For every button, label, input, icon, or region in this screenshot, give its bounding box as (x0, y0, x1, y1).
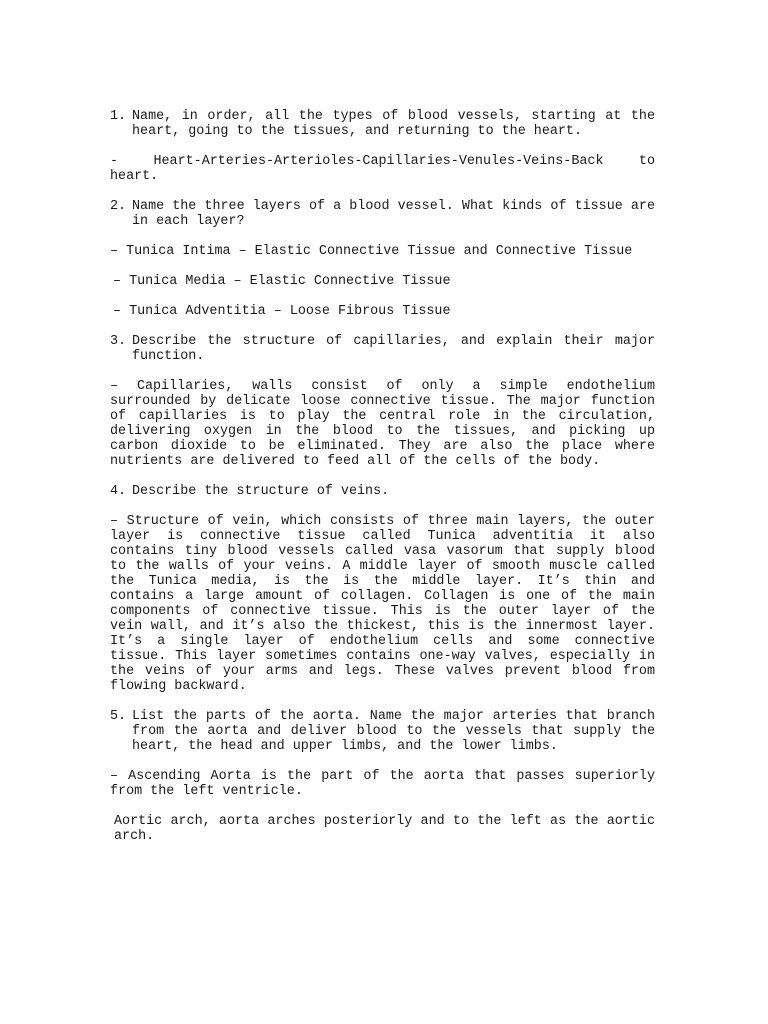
question-number: 1. (110, 109, 127, 124)
question-3 (110, 334, 655, 364)
question-number: 5. (110, 709, 127, 724)
question-2 (110, 199, 655, 229)
answer-2-tunica-intima: – Tunica Intima – Elastic Connective Tissue and Connective Tissue (110, 244, 633, 259)
question-4 (110, 484, 655, 499)
answer-4: – Structure of vein, which consists of three main layers, the outer layer is connective tissue called Tunica adventitia it also contains tiny blood vessels called vasa vasorum that supply blood to the walls of your veins. A middle layer of smooth muscle called the Tunica media, is the is the middle layer. It’s thin and contains a large amount of collagen. Collagen is one of the main components of connective tissue. This is the outer layer of the vein wall, and it’s also the thickest, this is the innermost layer. It’s a single layer of endothelium cells and some connective tissue. This layer sometimes contains one-way valves, especially in the veins of your arms and legs. These valves prevent blood from flowing backward. (110, 514, 655, 694)
question-5 (110, 709, 655, 754)
question-text: Name the three layers of a blood vessel. What kinds of tissue are in each layer? (132, 199, 655, 229)
answer-3: – Capillaries, walls consist of only a simple endothelium surrounded by delicate loose connective tissue. The major function of capillaries is to play the central role in the circulation, delivering oxygen in the blood to the tissues, and picking up carbon dioxide to be eliminated. They are also the place where nutrients are delivered to feed all of the cells of the body. (110, 379, 655, 469)
answer-2-tunica-media: – Tunica Media – Elastic Connective Tissue (113, 274, 451, 289)
question-text: Name, in order, all the types of blood vessels, starting at the heart, going to the tissues, and returning to the heart. (132, 109, 655, 139)
question-text: Describe the structure of veins. (132, 484, 390, 499)
question-1 (110, 109, 655, 139)
question-number: 4. (110, 484, 127, 499)
document-page (110, 109, 655, 859)
answer-1: - Heart-Arteries-Arterioles-Capillaries-Venules-Veins-Back to heart. (110, 154, 655, 184)
answer-5-aortic-arch: Aortic arch, aorta arches posteriorly and to the left as the aortic arch. (114, 814, 655, 844)
question-text: Describe the structure of capillaries, and explain their major function. (132, 334, 655, 364)
question-number: 3. (110, 334, 127, 349)
question-number: 2. (110, 199, 127, 214)
answer-5-ascending-aorta: – Ascending Aorta is the part of the aorta that passes superiorly from the left ventricle. (110, 769, 655, 799)
question-text: List the parts of the aorta. Name the major arteries that branch from the aorta and deliver blood to the vessels that supply the heart, the head and upper limbs, and the lower limbs. (132, 709, 655, 754)
answer-2-tunica-adventitia: – Tunica Adventitia – Loose Fibrous Tissue (113, 304, 451, 319)
